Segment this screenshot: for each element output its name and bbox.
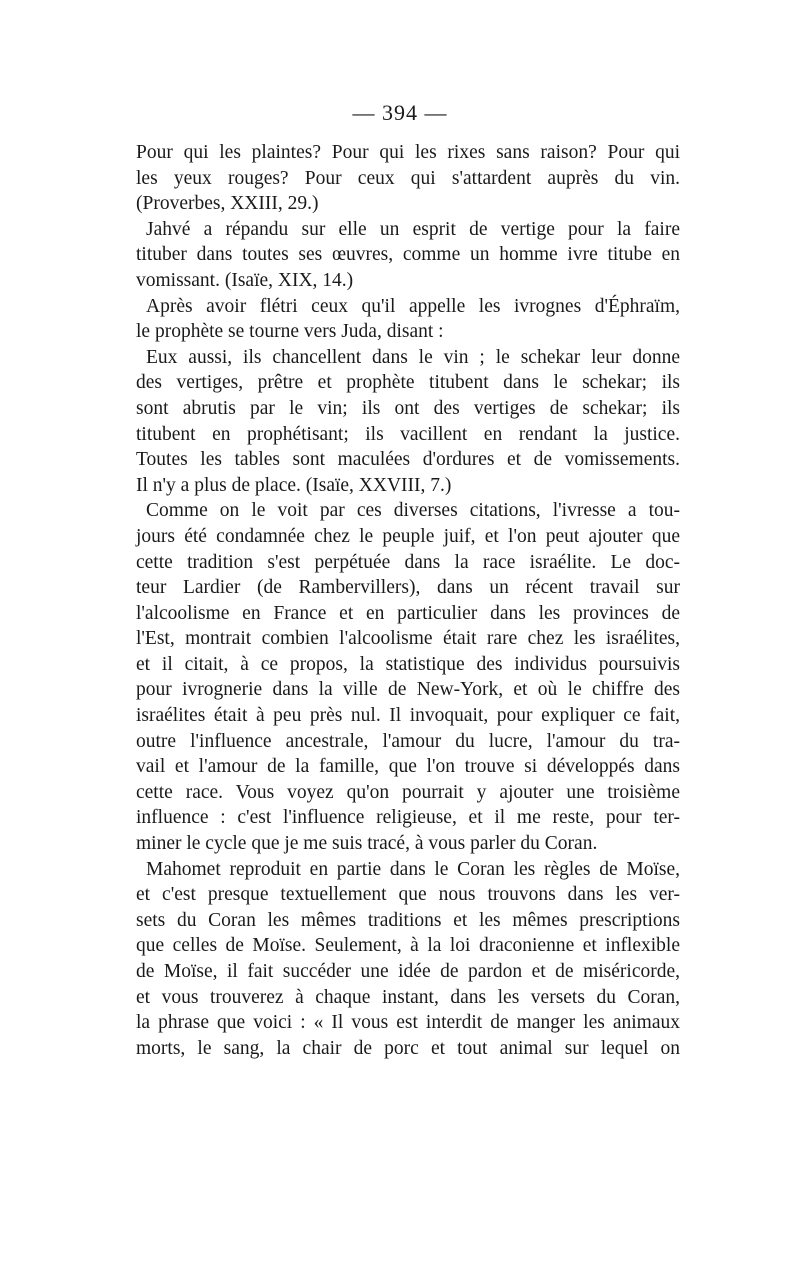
text-line: Comme on le voit par ces diverses citations, l'ivresse a tou- bbox=[146, 500, 680, 522]
text-line: influence : c'est l'influence religieuse, et il me reste, pour ter- bbox=[136, 807, 680, 829]
text-line: le prophète se tourne vers Juda, disant : bbox=[136, 321, 444, 343]
text-line: sont abrutis par le vin; ils ont des vertiges de schekar; ils bbox=[136, 397, 680, 419]
text-line: l'alcoolisme en France et en particulier dans les provinces de bbox=[136, 602, 680, 624]
text-line: les yeux rouges? Pour ceux qui s'attardent auprès du vin. bbox=[136, 167, 680, 189]
text-line: outre l'influence ancestrale, l'amour du lucre, l'amour du tra- bbox=[136, 730, 680, 752]
text-line: morts, le sang, la chair de porc et tout animal sur lequel on bbox=[136, 1037, 680, 1059]
text-line: Eux aussi, ils chancellent dans le vin ; le schekar leur donne bbox=[146, 346, 680, 368]
text-line: Jahvé a répandu sur elle un esprit de vertige pour la faire bbox=[146, 218, 680, 240]
text-line: jours été condamnée chez le peuple juif, et l'on peut ajouter que bbox=[136, 525, 680, 547]
text-line: teur Lardier (de Rambervillers), dans un récent travail sur bbox=[136, 577, 680, 599]
text-line: Il n'y a plus de place. (Isaïe, XXVIII, 7.) bbox=[136, 474, 452, 496]
text-line: vomissant. (Isaïe, XIX, 14.) bbox=[136, 269, 354, 291]
text-line: Mahomet reproduit en partie dans le Coran les règles de Moïse, bbox=[146, 858, 680, 880]
text-line: cette tradition s'est perpétuée dans la race israélite. Le doc- bbox=[136, 551, 680, 573]
text-line: la phrase que voici : « Il vous est interdit de manger les animaux bbox=[136, 1012, 680, 1034]
text-line: (Proverbes, XXIII, 29.) bbox=[136, 193, 319, 215]
text-line: israélites était à peu près nul. Il invoquait, pour expliquer ce fait, bbox=[136, 705, 680, 727]
text-line: Après avoir flétri ceux qu'il appelle les ivrognes d'Éphraïm, bbox=[146, 295, 680, 317]
text-line: Toutes les tables sont maculées d'ordures et de vomissements. bbox=[136, 449, 680, 471]
text-line: cette race. Vous voyez qu'on pourrait y ajouter une troisième bbox=[136, 781, 680, 803]
text-line: miner le cycle que je me suis tracé, à vous parler du Coran. bbox=[136, 833, 598, 855]
text-line: tituber dans toutes ses œuvres, comme un homme ivre titube en bbox=[136, 244, 680, 266]
body-text bbox=[136, 140, 680, 1061]
text-line: des vertiges, prêtre et prophète titubent dans le schekar; ils bbox=[136, 372, 680, 394]
text-line: que celles de Moïse. Seulement, à la loi draconienne et inflexible bbox=[136, 935, 680, 957]
page-number: — 394 — bbox=[352, 100, 448, 125]
text-line: pour ivrognerie dans la ville de New-York, et où le chiffre des bbox=[136, 679, 680, 701]
text-line: de Moïse, il fait succéder une idée de pardon et de miséricorde, bbox=[136, 961, 680, 982]
text-line: et il citait, à ce propos, la statistique des individus poursuivis bbox=[136, 653, 680, 675]
text-line: sets du Coran les mêmes traditions et les mêmes prescriptions bbox=[136, 909, 680, 931]
text-line: l'Est, montrait combien l'alcoolisme était rare chez les israélites, bbox=[136, 628, 680, 650]
text-line: et c'est presque textuellement que nous trouvons dans les ver- bbox=[136, 884, 680, 906]
text-line: et vous trouverez à chaque instant, dans les versets du Coran, bbox=[136, 986, 680, 1008]
text-line: Pour qui les plaintes? Pour qui les rixes sans raison? Pour qui bbox=[136, 142, 680, 163]
text-line: titubent en prophétisant; ils vacillent en rendant la justice. bbox=[136, 423, 680, 445]
text-line: vail et l'amour de la famille, que l'on trouve si développés dans bbox=[136, 756, 680, 778]
